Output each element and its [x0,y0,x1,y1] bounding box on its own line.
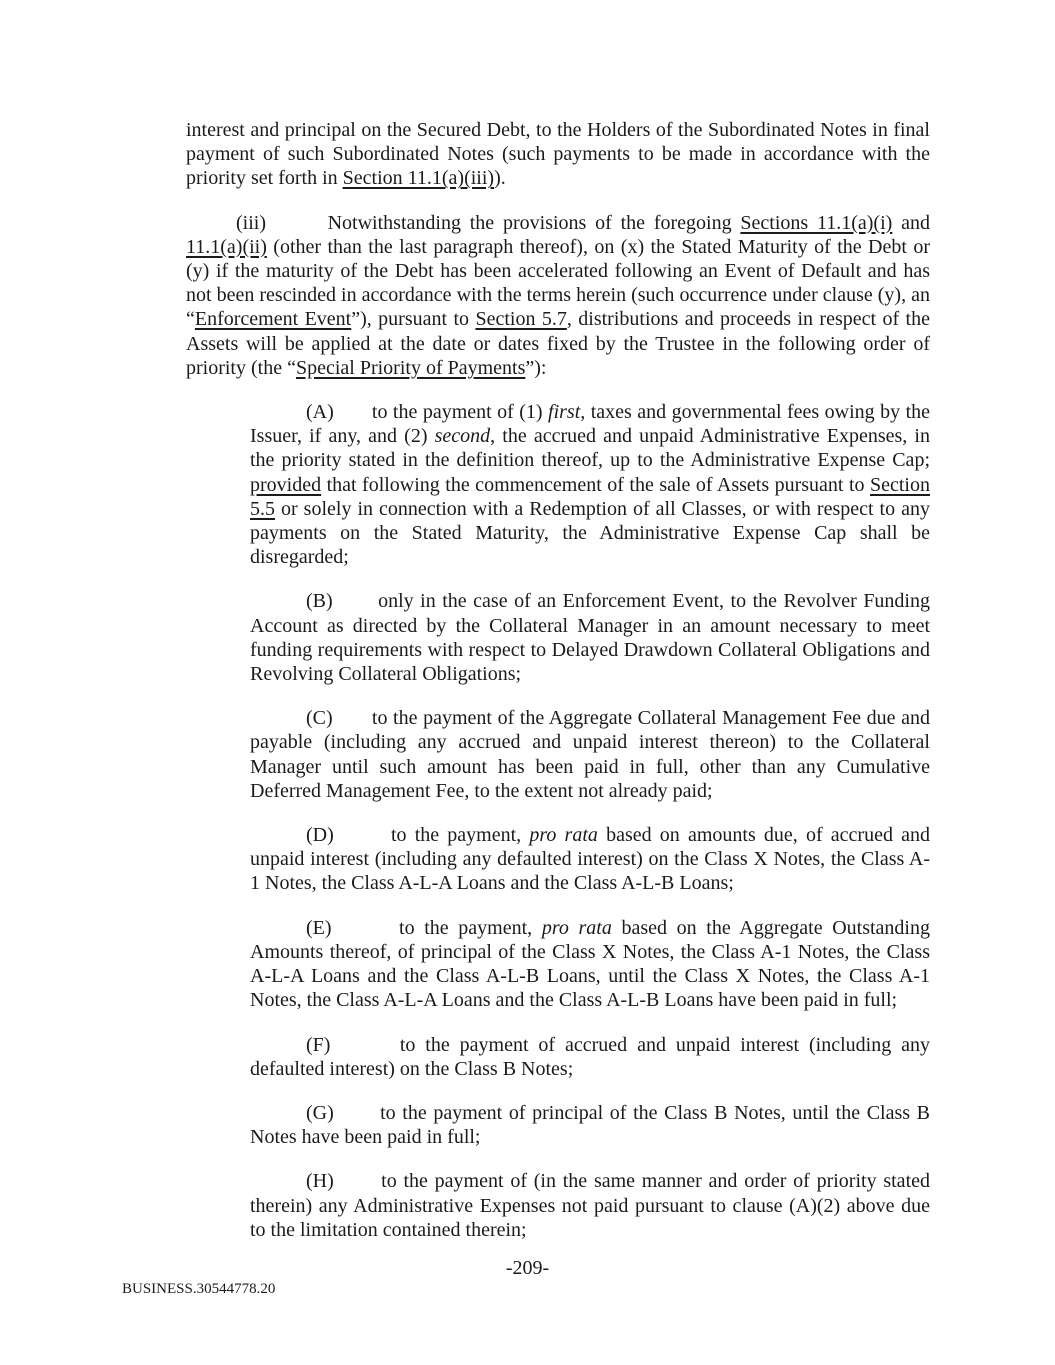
text-run: pro rata [541,916,612,939]
text-run: based on the Aggregate Outstanding Amounts thereof, of principal of the Class X Notes, the Class A-1 Notes, the Class A-L-A Loans and the Class A-L-B Loans, until the Class X Notes, the Class A-1 Notes, the Class A-L-A Loans and the Class A-L-B Loans have been paid in full; [250,916,930,1012]
text-run: second [434,425,491,448]
text-run: (iii) Notwithstanding the provisions of the foregoing [236,211,741,234]
text-run: Special Priority of Payments [295,356,526,379]
text-run: , distributions and proceeds in respect of the Assets will be applied at the date or dates fixed by the Trustee in the following order of priority (the “ [186,308,930,379]
text-run: interest and principal on the Secured Debt, to the Holders of the Subordinated Notes in final payment of such Subordinated Notes (such payments to be made in accordance with the priority set forth in [186,119,930,190]
paragraph-F [250,1033,930,1081]
text-run: pro rata [529,824,598,847]
text-run: ). [494,167,506,190]
text-run: , the accrued and unpaid Administrative Expenses, in the priority stated in the definition thereof, up to the Administrative Expense Cap; [250,425,930,472]
text-run: 11.1(a)(ii) [186,235,267,258]
text-run: or solely in connection with a Redemption of all Classes, or with respect to any payments on the Stated Maturity, the Administrative Expense Cap shall be disregarded; [250,497,930,569]
paragraph-E [250,916,930,1013]
text-run: (E) to the payment, [306,916,542,939]
text-run: Sections 11.1(a)(i) [740,211,893,234]
paragraph-G [250,1101,930,1149]
footer-doc-id: BUSINESS.30544778.20 [122,1281,276,1297]
text-run: (D) to the payment, [306,824,530,847]
paragraph-D [250,823,930,896]
text-run: first, [548,401,586,424]
paragraph-continuation [186,118,930,191]
text-run: Section 5.5 [250,473,930,520]
text-run: (G) to the payment of principal of the Class B Notes, until the Class B Notes have been paid in full; [250,1101,930,1149]
paragraph-A [250,400,930,569]
document-body [186,118,930,1262]
text-run: Section 5.7 [475,308,567,331]
text-run: ”): [525,356,547,379]
text-run: based on amounts due, of accrued and unpaid interest (including any defaulted interest) on the Class X Notes, the Class A-1 Notes, the Class A-L-A Loans and the Class A-L-B Loans; [250,824,930,895]
text-run: provided [250,473,322,496]
page-number: -209- [505,1257,550,1279]
text-run: (B) only in the case of an Enforcement Event, to the Revolver Funding Account as directed by the Collateral Manager in an amount necessary to meet funding requirements with respect to Delayed Drawdown Collateral Obligations and Revolving Collateral Obligations; [250,590,930,686]
paragraph-C [250,706,930,803]
text-run: taxes and governmental fees owing by the Issuer, if any, and (2) [250,401,931,448]
paragraph-H [250,1169,930,1242]
text-run: (F) to the payment of accrued and unpaid interest (including any defaulted interest) on the Class B Notes; [250,1033,930,1080]
paragraph-B [250,589,930,686]
text-run: (A) to the payment of (1) [306,401,549,424]
text-run: (C) to the payment of the Aggregate Collateral Management Fee due and payable (including any accrued and unpaid interest thereon) to the Collateral Manager until such amount has been paid in full, other than any Cumulative Deferred Management Fee, to the extent not already paid; [250,707,930,802]
paragraph-iii [186,211,930,380]
text-run: ”), pursuant to [351,308,476,331]
text-run: (H) to the payment of (in the same manner and order of priority stated therein) any Administrative Expenses not paid pursuant to clause (A)(2) above due to the limitation contained therein; [250,1170,930,1241]
text-run: Section 11.1(a)(iii) [342,167,495,190]
text-run: that following the commencement of the sale of Assets pursuant to [321,473,870,496]
text-run: and [892,211,930,234]
text-run: Enforcement Event [194,308,352,331]
text-run: (other than the last paragraph thereof), on (x) the Stated Maturity of the Debt or (y) if the maturity of the Debt has been accelerated following an Event of Default and has not been rescinded in accordance with the terms herein (such occurrence under clause (y), an “ [186,235,930,331]
